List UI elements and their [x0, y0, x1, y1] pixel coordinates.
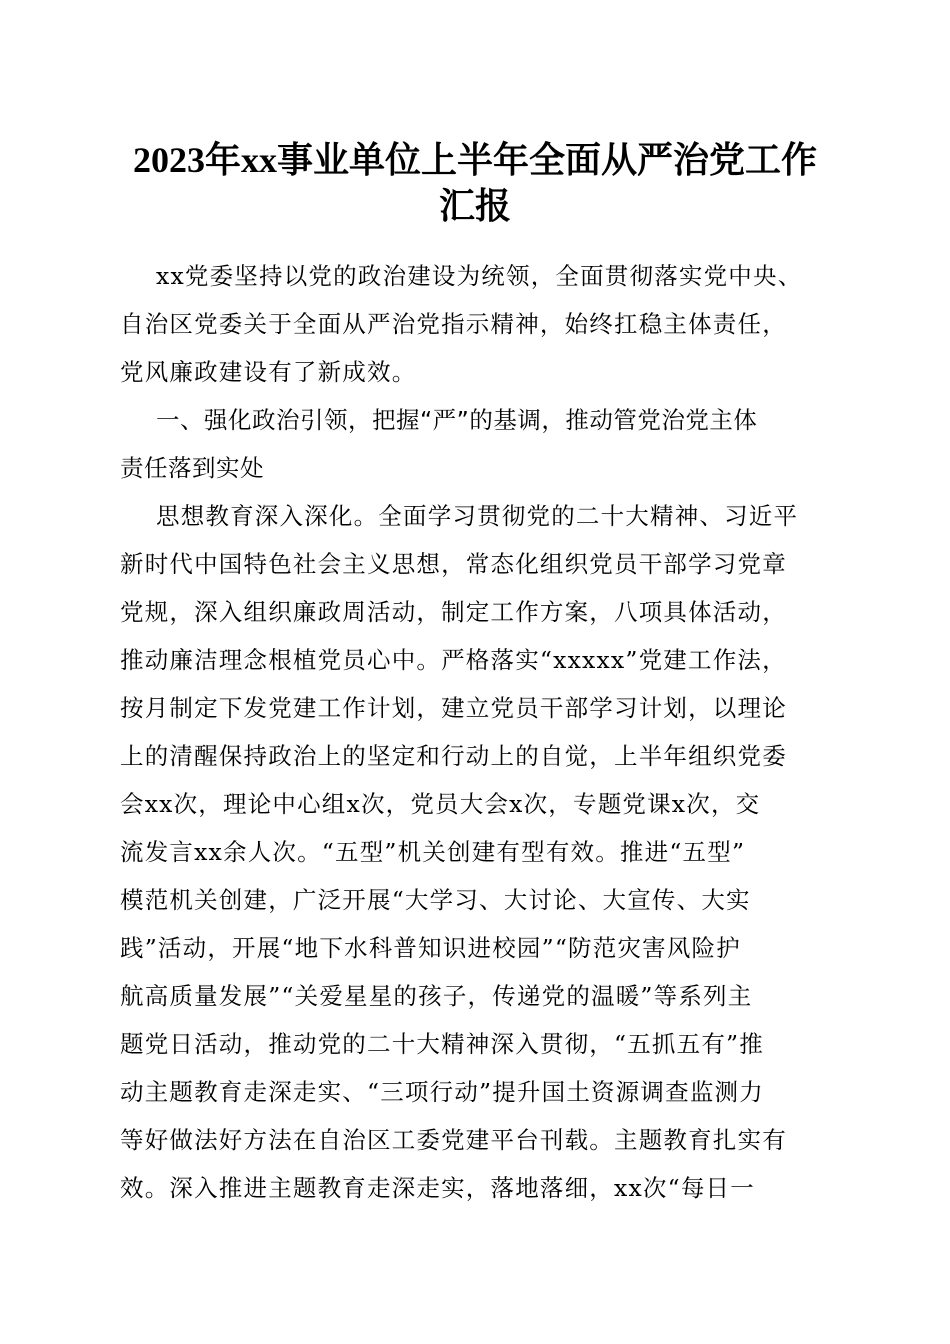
- section-1-heading-line-1: 一、强化政治引领，把握“严”的基调，推动管党治党主体: [156, 406, 758, 434]
- paragraph-line: 践”活动，开展“地下水科普知识进校园”“防范灾害风险护: [120, 934, 741, 962]
- paragraph-line: 思想教育深入深化。全面学习贯彻党的二十大精神、习近平: [156, 502, 799, 530]
- section-1-heading-line-2: 责任落到实处: [120, 454, 264, 482]
- paragraph-line: 流发言xx余人次。“五型”机关创建有型有效。推进“五型”: [120, 838, 746, 866]
- paragraph-line: 按月制定下发党建工作计划，建立党员干部学习计划，以理论: [120, 694, 787, 722]
- paragraph-line: 党规，深入组织廉政周活动，制定工作方案，八项具体活动，: [120, 598, 787, 626]
- document-body: [120, 252, 830, 1212]
- paragraph-line: 模范机关创建，广泛开展“大学习、大讨论、大宣传、大实: [120, 886, 751, 914]
- document-title: [100, 137, 850, 229]
- paragraph-line: 会xx次，理论中心组x次，党员大会x次，专题党课x次，交: [120, 790, 761, 818]
- intro-line-1: xx党委坚持以党的政治建设为统领，全面贯彻落实党中央、: [156, 262, 803, 290]
- paragraph-line: 上的清醒保持政治上的坚定和行动上的自觉，上半年组织党委: [120, 742, 787, 770]
- paragraph-line: 动主题教育走深走实、“三项行动”提升国土资源调查监测力: [120, 1078, 764, 1106]
- intro-line-3: 党风廉政建设有了新成效。: [120, 358, 417, 386]
- title-line-2: 汇报: [438, 186, 511, 226]
- intro-line-2: 自治区党委关于全面从严治党指示精神，始终扛稳主体责任，: [120, 310, 787, 338]
- title-line-1: 2023年xx事业单位上半年全面从严治党工作: [132, 140, 817, 180]
- paragraph-line: 等好做法好方法在自治区工委党建平台刊载。主题教育扎实有: [120, 1126, 787, 1154]
- paragraph-line: 效。深入推进主题教育走深走实，落地落细，xx次“每日一: [120, 1174, 755, 1202]
- paragraph-line: 航高质量发展”“关爱星星的孩子，传递党的温暖”等系列主: [120, 982, 753, 1010]
- paragraph-line: 新时代中国特色社会主义思想，常态化组织党员干部学习党章: [120, 550, 787, 578]
- paragraph-line: 题党日活动，推动党的二十大精神深入贯彻，“五抓五有”推: [120, 1030, 764, 1058]
- paragraph-line: 推动廉洁理念根植党员心中。严格落实“xxxxx”党建工作法，: [120, 646, 787, 674]
- intro-paragraph: [120, 252, 830, 396]
- section-1-heading: [120, 396, 830, 492]
- section-1-paragraph: [120, 492, 830, 1212]
